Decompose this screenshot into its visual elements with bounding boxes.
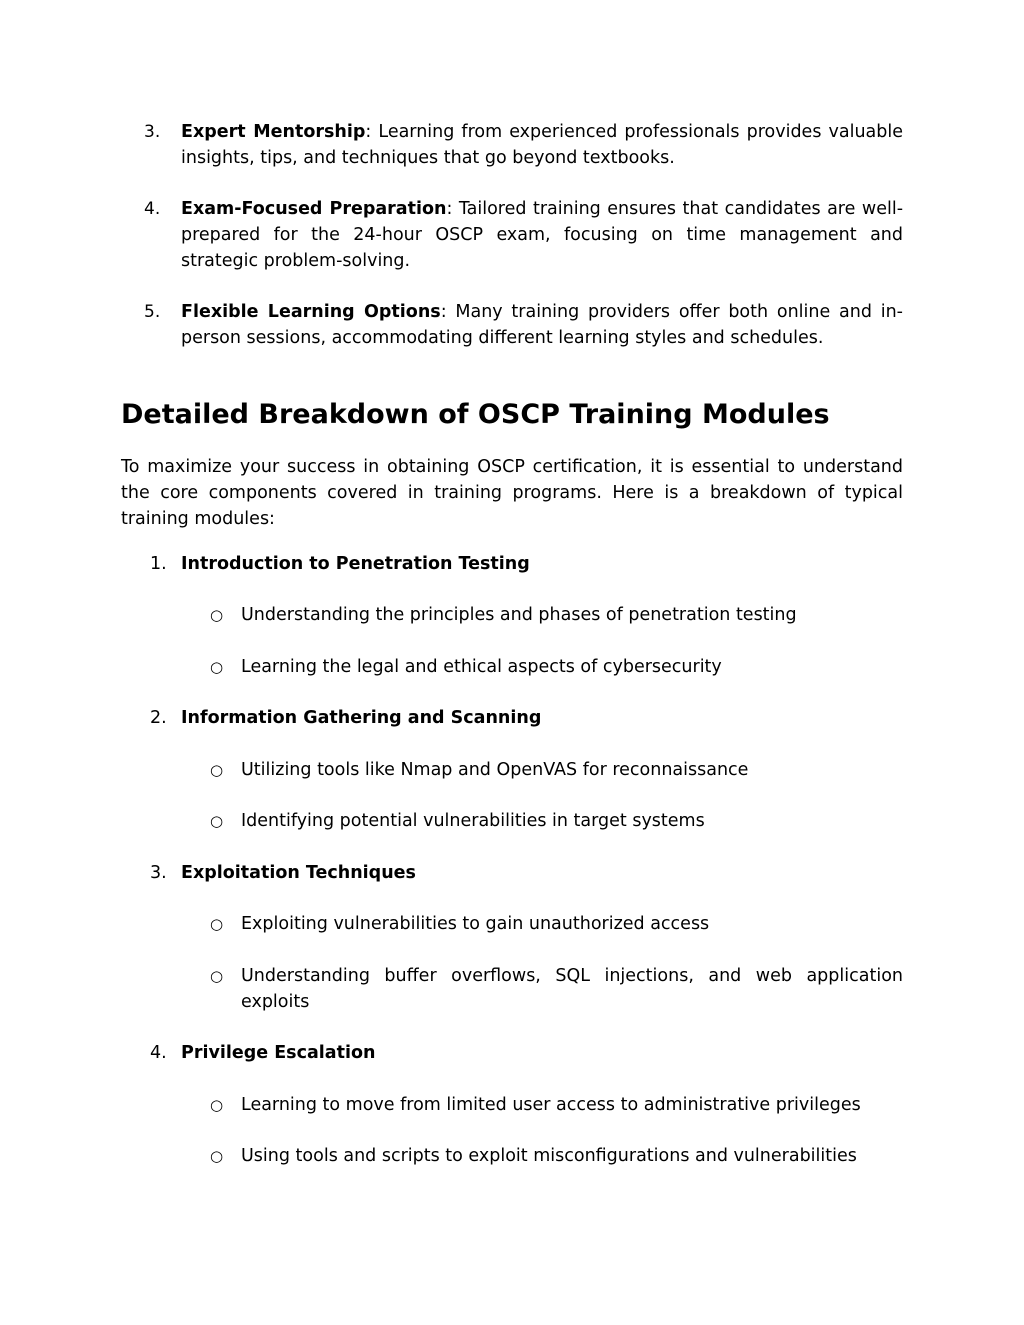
module-subitem: ○ Understanding the principles and phases of penetration testing: [121, 602, 903, 628]
benefit-title: Flexible Learning Options: [181, 302, 441, 322]
hollow-bullet-icon: ○: [210, 761, 224, 779]
module-subitem: ○ Learning the legal and ethical aspects of cybersecurity: [121, 654, 903, 680]
module-item: [121, 1040, 903, 1066]
module-subitem: ○ Using tools and scripts to exploit misconfigurations and vulnerabilities: [121, 1143, 903, 1169]
section-heading: Detailed Breakdown of OSCP Training Modules: [121, 399, 830, 430]
module-title: Privilege Escalation: [181, 1043, 376, 1063]
hollow-bullet-icon: ○: [210, 1096, 224, 1114]
intro-paragraph: To maximize your success in obtaining OSCP certification, it is essential to understand the core components covered in training programs. Here is a breakdown of typical training modules:: [121, 457, 903, 529]
hollow-bullet-icon: ○: [210, 812, 224, 830]
benefit-item: [121, 119, 903, 171]
module-subitem: ○ Identifying potential vulnerabilities in target systems: [121, 808, 903, 834]
module-subitem: ○ Understanding buffer overflows, SQL injections, and web application exploits: [121, 963, 903, 1015]
benefit-text: : Learning from experienced professionals provides valuable insights, tips, and techniques that go beyond textbooks.: [181, 122, 904, 168]
hollow-bullet-icon: ○: [210, 915, 224, 933]
module-item: [121, 705, 903, 731]
list-number: 2.: [150, 708, 167, 728]
benefit-text: : Tailored training ensures that candidates are well-prepared for the 24-hour OSCP exam, focusing on time management and strategic problem-solving.: [181, 199, 904, 271]
benefit-title: Exam-Focused Preparation: [181, 199, 447, 219]
list-number: 3.: [144, 122, 161, 142]
hollow-bullet-icon: ○: [210, 658, 224, 676]
benefit-item: [121, 196, 903, 274]
module-title: Exploitation Techniques: [181, 863, 416, 883]
hollow-bullet-icon: ○: [210, 1147, 224, 1165]
list-number: 4.: [150, 1043, 167, 1063]
module-title: Information Gathering and Scanning: [181, 708, 542, 728]
benefit-text: : Many training providers offer both online and in-person sessions, accommodating different learning styles and schedules.: [181, 302, 904, 348]
list-number: 4.: [144, 199, 161, 219]
benefit-title: Expert Mentorship: [181, 122, 366, 142]
module-subitem: ○ Utilizing tools like Nmap and OpenVAS for reconnaissance: [121, 757, 903, 783]
list-number: 1.: [150, 554, 167, 574]
benefit-item: [121, 299, 903, 351]
list-number: 3.: [150, 863, 167, 883]
module-item: [121, 860, 903, 886]
hollow-bullet-icon: ○: [210, 606, 224, 624]
module-subitem: ○ Learning to move from limited user access to administrative privileges: [121, 1092, 903, 1118]
module-title: Introduction to Penetration Testing: [181, 554, 530, 574]
list-number: 5.: [144, 302, 161, 322]
module-item: [121, 551, 903, 577]
module-subitem: ○ Exploiting vulnerabilities to gain unauthorized access: [121, 911, 903, 937]
hollow-bullet-icon: ○: [210, 967, 224, 985]
